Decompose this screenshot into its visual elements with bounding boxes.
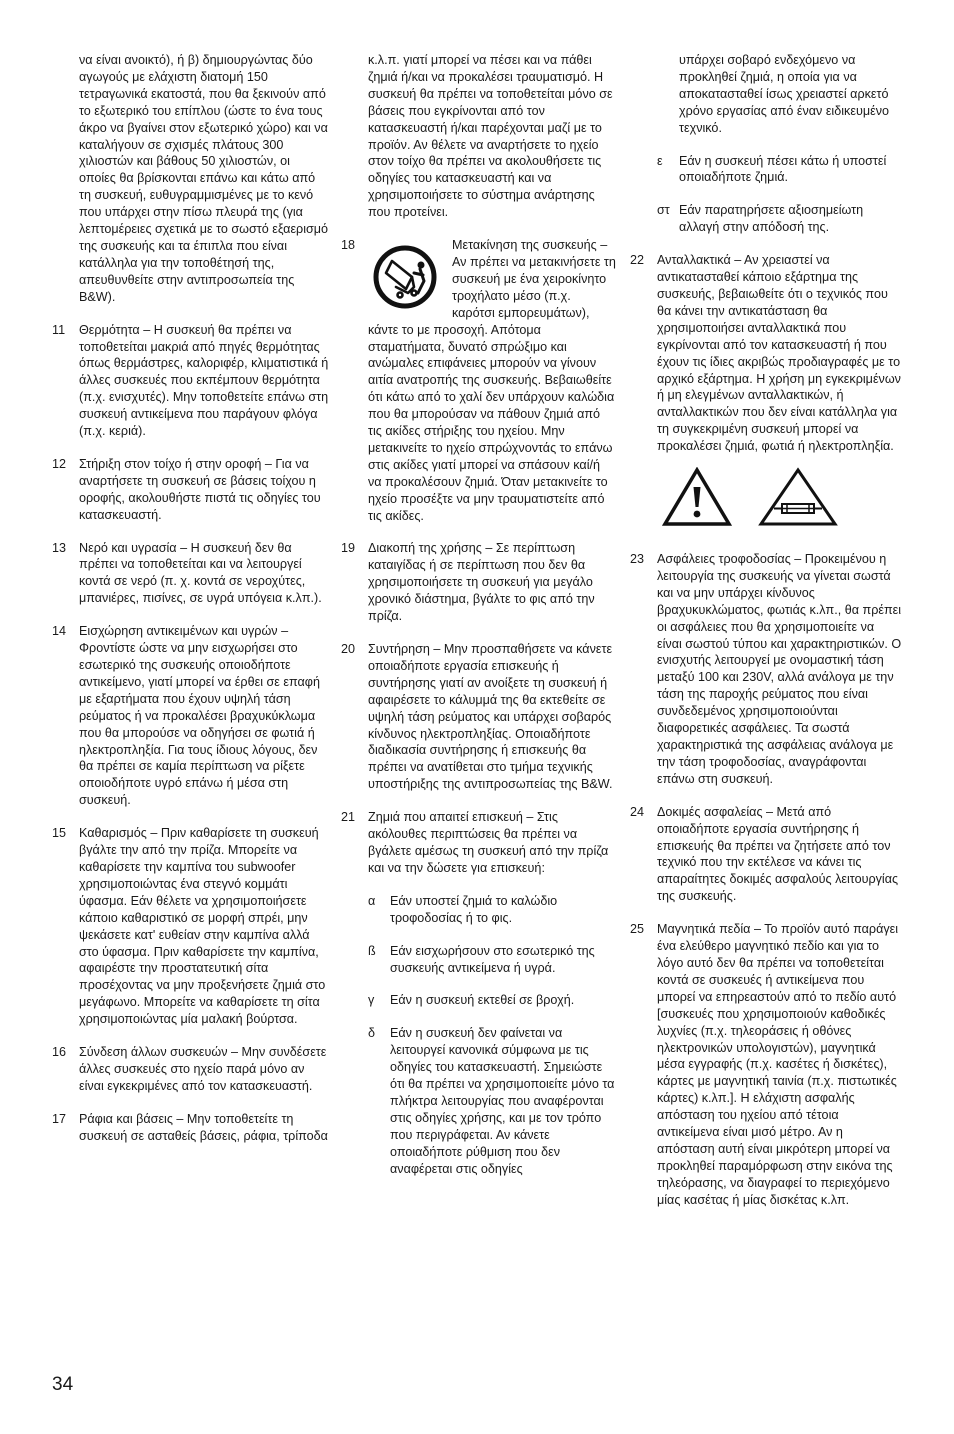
item-10-continued [52, 52, 330, 306]
item-text-wrap [368, 237, 617, 524]
cart-tip-over-warning-icon [372, 243, 444, 311]
sub-item-d [368, 1025, 617, 1177]
column-3 [630, 52, 902, 1225]
item-text: Στήριξη στον τοίχο ή στην οροφή – Για να αναρτήσετε τη συσκευή σε βάσεις τοίχου η οροφής, ακολουθήστε πιστά τις οδηγίες του κατασκευαστή. [79, 456, 321, 522]
page-number: 34 [52, 1374, 74, 1395]
item-text: Μετακίνηση της συσκευής – Αν πρέπει να μετακινήσετε τη συσκευή με ένα χειροκίνητο τροχήλατο μέσο (π.χ. καρότσι εμπορευμάτων), κάντε το με προσοχή. Απότομα σταματήματα, δυνατό σπρώξιμο και ανώμαλες επιφάνειες μπορούν να γίνουν αιτία ανατροπής της συσκευής. Βεβαιωθείτε ότι κάτω από το χαλί δεν υπάρχουν καλώδια που θα μπορούσαν να πάθουν ζημιά από τις ακίδες στήριξης του ηχείου. Μην μετακινείτε το ηχείο σπρώχνοντάς το επάνω στις ακίδες γιατί μπορεί να σπάσουν καί/ή να προκαλέσουν ζημιά. Όταν μετακινείτε το ηχείο προσέξτε να μην τραυματιστείτε από τις ακίδες. [368, 238, 616, 523]
sub-item-d-continued [657, 52, 902, 137]
item-number: 23 [630, 552, 645, 567]
item-text: Δοκιμές ασφαλείας – Μετά από οποιαδήποτε εργασία συντήρησης ή επισκευής θα πρέπει να ζητήσετε από τον τεχνικό που την εκτέλεσε να κάνει τις απαραίτητες δοκιμές ασφαλούς λειτουργίας της συσκευής. [657, 804, 899, 904]
sub-item-letter: α [368, 893, 376, 908]
item-24 [630, 804, 902, 905]
sub-item-letter: στ [657, 203, 670, 218]
sub-item-b [368, 943, 617, 977]
item-number: 11 [52, 322, 66, 337]
item-number: 12 [52, 456, 67, 471]
exclamation-warning-icon [662, 467, 732, 527]
item-20 [341, 641, 617, 793]
item-text: Εισχώρηση αντικειμένων και υγρών – Φροντίστε ώστε να μην εισχωρήσει στο εσωτερικό της συσκευής οποιοδήποτε αντικείμενο, γιατί μπορεί να έρθει σε επαφή με εξαρτήματα που έχουν υψηλή τάση ρεύματος ή να προκαλέσει βραχυκύκλωμα που θα μπορούσε να οδηγήσει σε φωτιά ή ηλεκτροπληξία. Για τους ίδιους λόγους, δεν θα πρέπει σε καμία περίπτωση να ρίξετε οποιοδήποτε υγρό επάνω ή μέσα στη συσκευή. [79, 624, 320, 808]
column-1 [52, 52, 330, 1161]
sub-item-f [657, 202, 902, 236]
item-number: 25 [630, 922, 645, 937]
item-text: Σύνδεση άλλων συσκευών – Μην συνδέσετε άλλες συσκευές στο ηχείο παρά μόνο αν είναι εγκεκριμένες από τον κατασκευαστή. [79, 1045, 327, 1093]
sub-item-c [368, 992, 617, 1009]
item-number: 14 [52, 624, 67, 639]
item-number: 13 [52, 540, 67, 555]
sub-item-text: Εάν η συσκευή δεν φαίνεται να λειτουργεί κανονικά σύμφωνα με τις οδηγίες του κατασκευαστή. Σημειώστε ότι θα πρέπει να χρησιμοποιείτε μόνο τα πλήκτρα λειτουργίας που αναφέρονται στις οδηγίες χρήσης, και με τον τρόπο που περιγράφεται. Αν κάνετε οποιαδήποτε ρύθμιση που δεν αναφέρεται στις οδηγίες [390, 1026, 615, 1176]
item-15 [52, 825, 330, 1028]
sub-list [368, 893, 617, 1178]
item-text: Ασφάλειες τροφοδοσίας – Προκειμένου η λειτουργία της συσκευής να γίνεται σωστά και να μην υπάρχει κίνδυνος βραχυκυκλώματος, φωτιάς κ.λπ., θα πρέπει οι ασφάλειες που θα χρησιμοποιείτε να είναι σωστού τύπου και χαρακτηριστικών. Ο ενισχυτής λειτουργεί με ονομαστική τάση μεταξύ 100 και 230V, αλλά ανάλογα με την τάση της παροχής ρεύματος που είναι συνδεδεμένος χρησιμοποιούνται διαφορετικές ασφάλειες. Τα σωστά χαρακτηριστικά της ασφάλειας ανάλογα με την τάση τροφοδοσίας, αναγράφονται επάνω στη συσκευή. [657, 552, 902, 786]
item-text: Διακοπή της χρήσης – Σε περίπτωση καταιγίδας ή σε περίπτωση που δεν θα χρησιμοποιήσετε τη συσκευή για μεγάλο χρονικό διάστημα, βγάλτε το φις από την πρίζα. [368, 541, 595, 624]
item-text: Ζημιά που απαιτεί επισκευή – Στις ακόλουθες περιπτώσεις θα πρέπει να βγάλετε αμέσως τη συσκευή από την πρίζα και να την δώσετε για επισκευή: [368, 810, 609, 875]
item-number: 16 [52, 1045, 67, 1060]
item-21-continued [630, 52, 902, 236]
item-21 [341, 809, 617, 1177]
item-number: 17 [52, 1111, 67, 1126]
item-23 [630, 551, 902, 788]
item-text: κ.λ.π. γιατί μπορεί να πέσει και να πάθει ζημιά ή/και να προκαλέσει τραυματισμό. Η συσκευή θα πρέπει να τοποθετείται μόνο σε βάσεις που εγκρίνονται από τον κατασκευαστή ή/και παρέχονται μαζί με το προϊόν. Αν θέλετε να αναρτήσετε το ηχείο στον τοίχο θα πρέπει να ακολουθήσετε τις οδηγίες του κατασκευαστή και να χρησιμοποιήσετε το σύστημα ανάρτησης που προτείνει. [368, 53, 613, 220]
item-text: Ράφια και βάσεις – Μην τοποθετείτε τη συσκευή σε ασταθείς βάσεις, ράφια, τρίποδα [79, 1111, 328, 1143]
item-25 [630, 921, 902, 1208]
item-18 [341, 237, 617, 524]
sub-item-letter: δ [368, 1026, 376, 1041]
item-17-continued [341, 52, 617, 221]
item-number: 22 [630, 253, 645, 268]
item-number: 15 [52, 826, 67, 841]
item-number: 20 [341, 642, 356, 656]
sub-item-text: Εάν η συσκευή πέσει κάτω ή υποστεί οποιαδήποτε ζημιά. [679, 153, 887, 185]
item-text: Καθαρισμός – Πριν καθαρίσετε τη συσκευή βγάλτε την από την πρίζα. Μπορείτε να καθαρίσετε την καμπίνα του subwoofer χρησιμοποιώντας ένα στεγνό κομμάτι ύφασμα. Εάν θέλετε να χρησιμοποιήσετε κάποιο καθαριστικό σε μορφή σπρέι, μην ψεκάσετε κατ' ευθείαν στην καμπίνα αλλά στο ύφασμα. Πριν καθαρίσετε την καμπίνα, αφαιρέστε την προστατευτική σίτα προσέχοντας να μην προξενήσετε ζημιά στο μεγάφωνο. Μπορείτε να καθαρίσετε τη σίτα χρησιμοποιώντας μία μαλακή βούρτσα. [79, 826, 326, 1027]
sub-item-text: Εάν υποστεί ζημιά το καλώδιο τροφοδοσίας ή το φις. [390, 893, 558, 925]
item-text: Ανταλλακτικά – Αν χρειαστεί να αντικατασταθεί κάποιο εξάρτημα της συσκευής, βεβαιωθείτε ότι ο τεχνικός που θα κάνει την αντικατάσταση θα χρησιμοποιήσει ανταλλακτικά που εγκρίνονται από τον κατασκευαστή ή που έχουν τις ίδιες ακριβώς προδιαγραφές με το αρχικό εξάρτημα. Η χρήση μη εγκεκριμένων ή μη ελεγμένων ανταλλακτικών, ή ανταλλακτικών που δεν είναι κατάλληλα για τη συγκεκριμένη συσκευή μπορεί να προκαλέσει ζημιά, φωτιά ή ηλεκτροπληξία. [657, 253, 901, 454]
item-text: Συντήρηση – Μην προσπαθήσετε να κάνετε οποιαδήποτε εργασία επισκευής ή συντήρησης γιατί αν ανοίξετε τη συσκευή ή αφαιρέσετε το κάλυμμά της θα εκτεθείτε σε υψηλή τάση ρεύματος και υπάρχει σοβαρός κίνδυνος ηλεκτροπληξίας. Οποιαδήποτε διαδικασία συντήρησης ή επισκευής θα πρέπει να ανατίθεται στο τμήμα τεχνικής υποστήριξης της αντιπροσωπείας της B&W. [368, 642, 613, 792]
column-2 [341, 52, 617, 1193]
item-text: Μαγνητικά πεδία – Το προϊόν αυτό παράγει ένα ελεύθερο μαγνητικό πεδίο και για το λόγο αυτό δεν θα πρέπει να τοποθετείται κοντά σε συσκευές ή αντικείμενα που μπορεί να επηρεαστούν από το πεδίο αυτό [συσκευές που χρησιμοποιούν καθοδικές λυχνίες (π.χ. τηλεοράσεις ή οθόνες ηλεκτρονικών υπολογιστών), μαγνητικά μέσα εγγραφής (π.χ. κασέτες ή δισκέτες), κάρτες με μαγνητική ταινία (π.χ. πιστωτικές κάρτες) κ.λπ.]. Η ελάχιστη ασφαλής απόσταση του ηχείου από τέτοια αντικείμενα είναι μισό μέτρο. Αν η απόσταση αυτή είναι μικρότερη μπορεί να προκληθεί παραμόρφωση στην εικόνα της τηλεόρασης, να διαγραφεί το περιεχόμενο μίας κασέτας ή μίας δισκέτας κ.λπ. [657, 922, 899, 1207]
warning-symbols [630, 455, 902, 551]
item-19 [341, 540, 617, 625]
sub-item-letter: ß [368, 943, 376, 958]
item-number: 21 [341, 810, 356, 825]
item-12 [52, 456, 330, 524]
item-text: Θερμότητα – Η συσκευή θα πρέπει να τοποθετείται μακριά από πηγές θερμότητας όπως θερμάστρες, καλοριφέρ, κλιματιστικά ή άλλες συσκευές που εκπέμπουν θερμότητα (π.χ. ενισχυτές). Μην τοποθετείτε επάνω στη συσκευή αντικείμενα που παράγουν φλόγα (π.χ. κεριά). [79, 322, 329, 439]
sub-item-letter: γ [368, 993, 375, 1008]
item-number: 18 [341, 238, 356, 253]
item-16 [52, 1044, 330, 1095]
item-number: 24 [630, 804, 645, 819]
item-number: 19 [341, 541, 356, 556]
sub-item-text: Εάν η συσκευή εκτεθεί σε βροχή. [390, 993, 575, 1008]
item-17 [52, 1111, 330, 1145]
item-text: να είναι ανοικτό), ή β) δημιουργώντας δύο αγωγούς με ελάχιστη διατομή 150 τετραγωνικά εκατοστά, που θα ξεκινούν από το εξωτερικό του επίπλου (ώστε το ένα τους άκρο να βγαίνει στον εξωτερικό χώρο) και να καταλήγουν σε σχισμές πλάτους 300 χιλιοστών και βάθους 50 χιλιοστών, οι οποίες θα βρίσκονται επάνω και κάτω από τη συσκευή, ευθυγραμμισμένες με το κενό που υπάρχει στην πίσω πλευρά της (για λεπτομέρειες σχετικά με το σωστό εξαερισμό της συσκευής και τα έπιπλα που είναι κατάλληλα για την τοποθέτησή της, απευθυνθείτε στην αντιπροσωπεία της B&W). [79, 53, 329, 304]
item-13 [52, 540, 330, 608]
sub-item-letter: ε [657, 153, 663, 168]
sub-item-a [368, 893, 617, 927]
fuse-warning-icon [758, 467, 838, 527]
item-11 [52, 322, 330, 440]
sub-item-text: Εάν εισχωρήσουν στο εσωτερικό της συσκευής αντικείμενα ή υγρά. [390, 943, 595, 975]
sub-item-e [657, 153, 902, 187]
sub-item-text: Εάν παρατηρήσετε αξιοσημείωτη αλλαγή στην απόδοσή της. [679, 203, 864, 235]
sub-item-text: υπάρχει σοβαρό ενδεχόμενο να προκληθεί ζημιά, η οποία για να αποκατασταθεί ίσως χρειαστεί αρκετό χρόνο εργασίας από έναν ειδικευμένο τεχνικό. [679, 53, 890, 135]
item-22 [630, 252, 902, 455]
item-text: Νερό και υγρασία – Η συσκευή δεν θα πρέπει να τοποθετείται και να λειτουργεί κοντά σε νερό (π. χ. κοντά σε νεροχύτες, μπανιέρες, πισίνες, σε υγρά υπόγεια κ.λπ.). [79, 540, 322, 606]
item-14 [52, 623, 330, 809]
